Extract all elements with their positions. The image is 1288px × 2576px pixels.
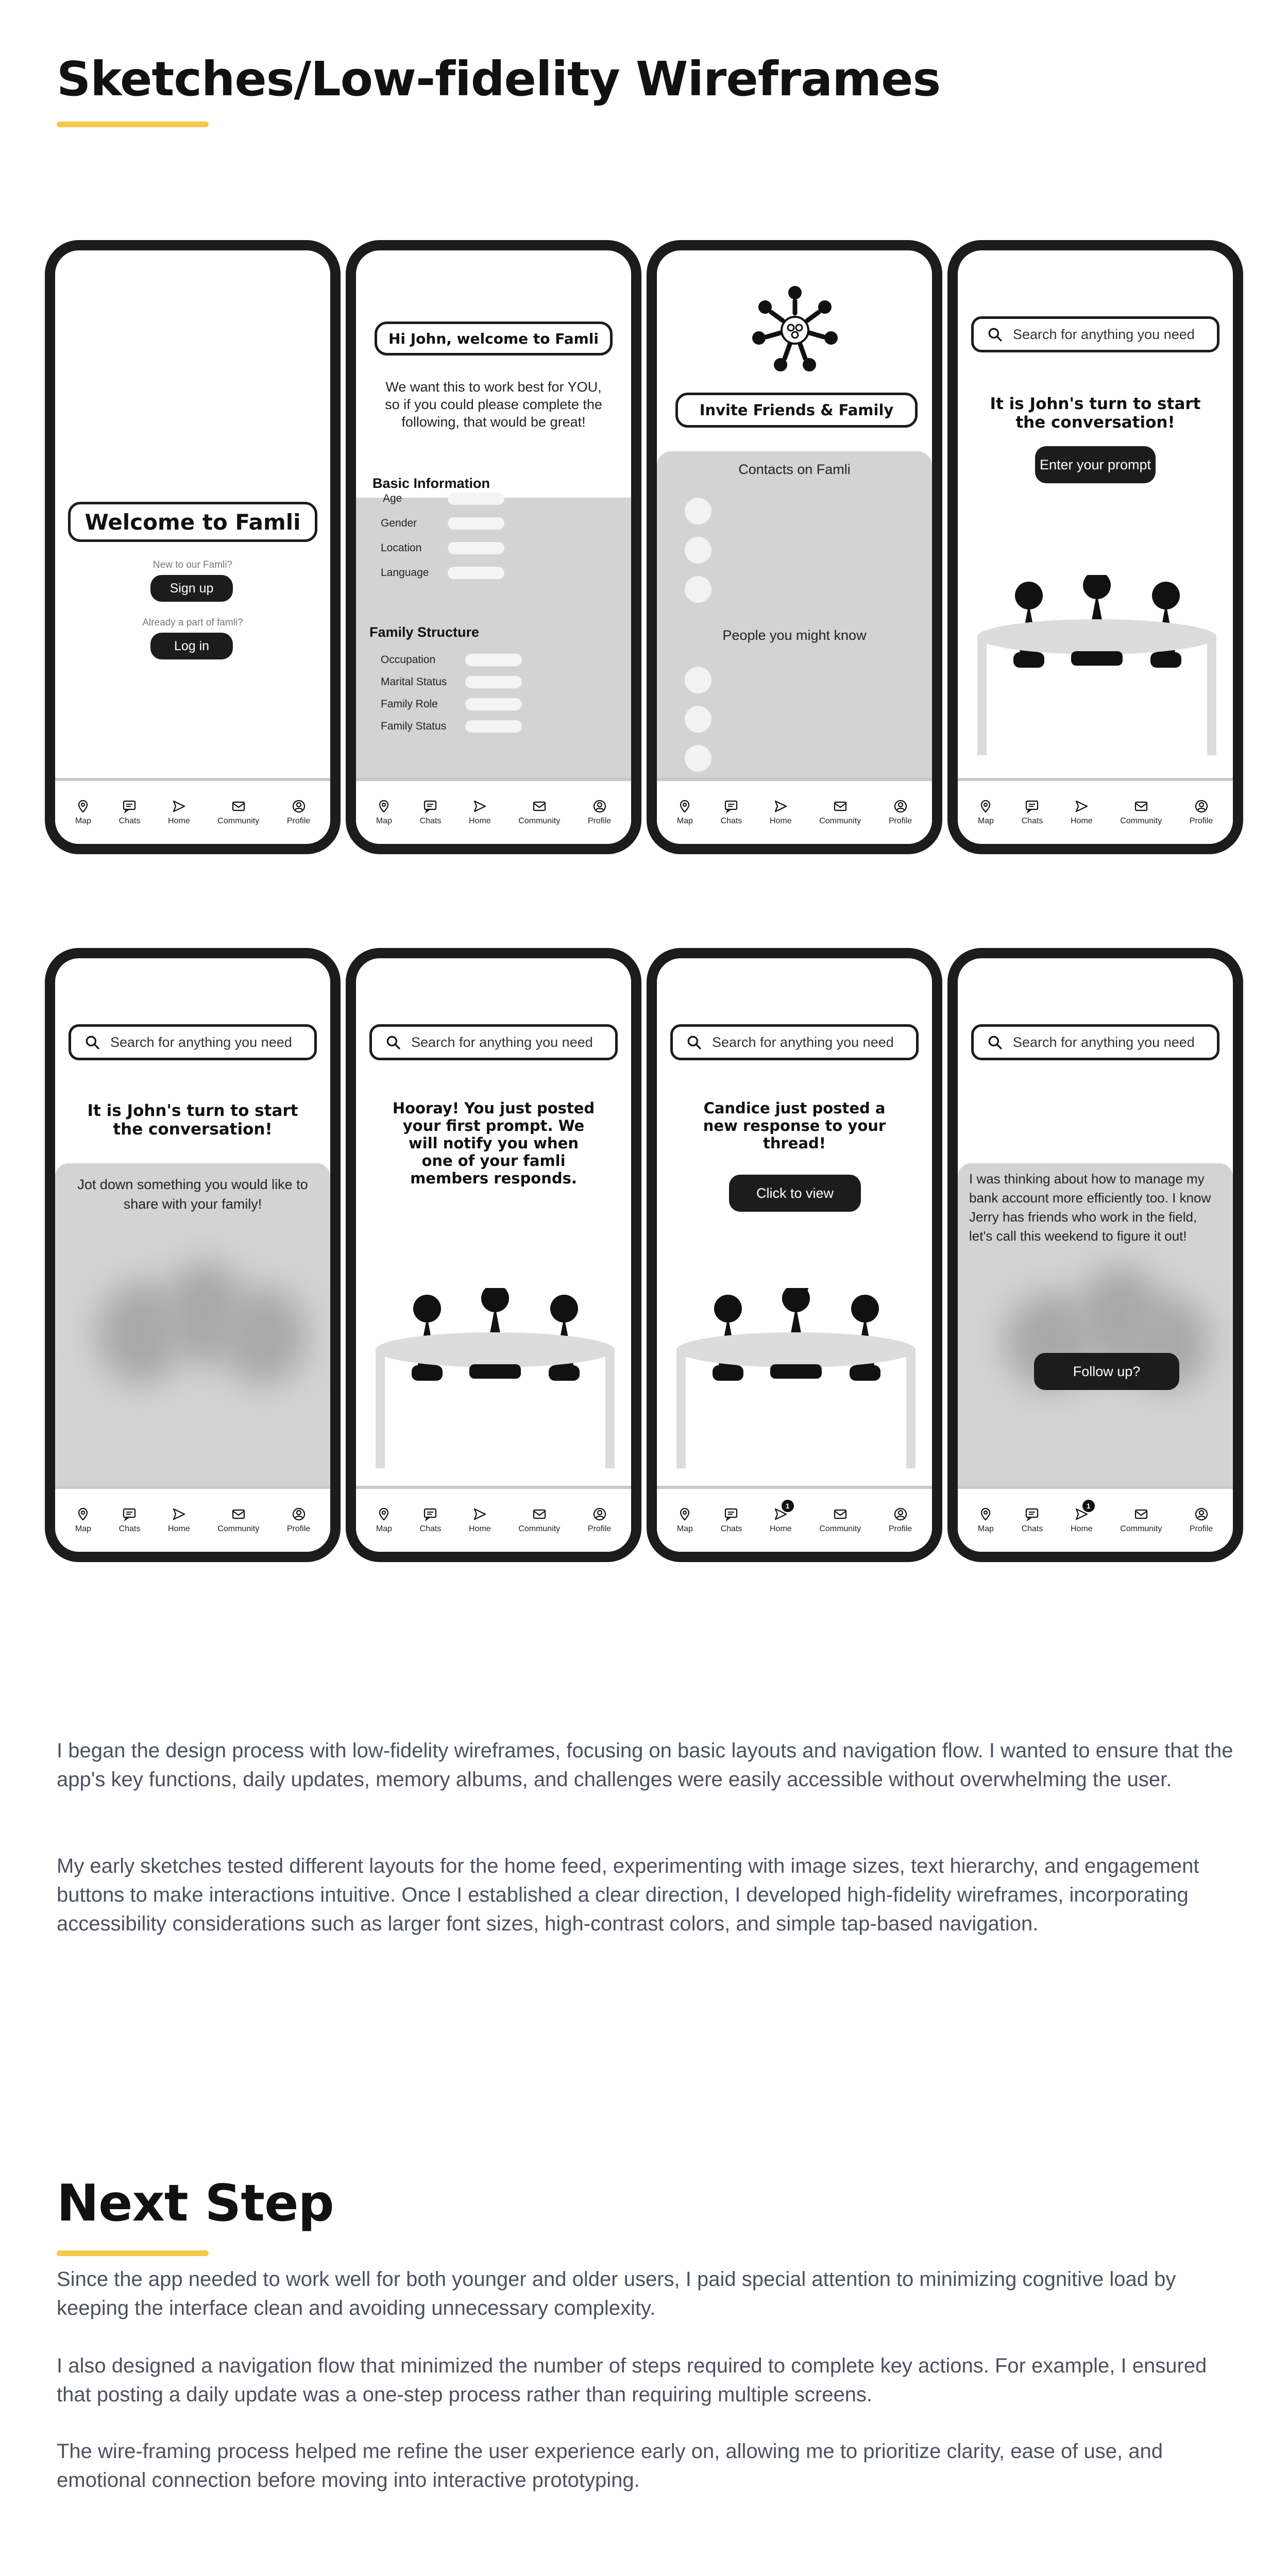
- profile-icon: [292, 1507, 306, 1521]
- nav-home[interactable]: Home: [168, 799, 190, 826]
- map-pin-icon: [978, 1507, 993, 1521]
- mail-icon: [231, 1507, 246, 1521]
- profile-icon: [1194, 799, 1209, 814]
- field-label-marital-status: Marital Status: [381, 676, 447, 688]
- new-user-text: New to our Famli?: [152, 560, 233, 570]
- suggested-avatar[interactable]: [685, 667, 711, 693]
- mail-icon: [1134, 1507, 1148, 1521]
- profile-icon: [592, 1507, 607, 1521]
- turn-text: It is John's turn to start the conversation!: [87, 1101, 298, 1139]
- search-input[interactable]: Search for anything you need: [971, 1024, 1219, 1060]
- click-to-view-button[interactable]: Click to view: [729, 1175, 861, 1212]
- bottom-nav: [55, 1486, 330, 1552]
- description-paragraph: My early sketches tested different layouts for the home feed, experimenting with image sizes, text hierarchy, and engagement buttons to make interactions intuitive. Once I established a clear direction, I developed high-fidelity wireframes, incorporating accessibility considerations such as larger font sizes, high-contrast colors, and simple tap-based navigation.: [57, 1855, 1199, 1935]
- bottom-nav: [55, 778, 330, 844]
- location-input[interactable]: [448, 542, 504, 554]
- profile-icon: [1194, 1507, 1209, 1521]
- age-input[interactable]: [448, 493, 504, 505]
- nav-community[interactable]: Community: [518, 799, 560, 826]
- nav-chats[interactable]: Chats: [420, 1507, 442, 1534]
- nav-map[interactable]: Map: [677, 799, 693, 826]
- family-table-illustration: [676, 1288, 916, 1468]
- nav-home[interactable]: Home: [469, 799, 491, 826]
- chat-icon: [423, 1507, 437, 1521]
- bottom-nav: [356, 1486, 631, 1552]
- login-button[interactable]: Log in: [150, 633, 233, 659]
- occupation-input[interactable]: [465, 654, 522, 666]
- welcome-title: Welcome to Famli: [68, 502, 317, 542]
- chat-icon: [724, 1507, 738, 1521]
- nav-map[interactable]: Map: [978, 799, 994, 826]
- marital-status-input[interactable]: [465, 676, 522, 688]
- map-pin-icon: [377, 1507, 391, 1521]
- phone-compose: [45, 948, 341, 1562]
- nav-chats[interactable]: Chats: [420, 799, 442, 826]
- search-input[interactable]: Search for anything you need: [971, 316, 1219, 352]
- mail-icon: [532, 799, 547, 814]
- nav-profile[interactable]: Profile: [287, 799, 310, 826]
- family-table-illustration: [376, 1288, 615, 1468]
- mail-icon: [231, 799, 246, 814]
- nav-map[interactable]: Map: [677, 1507, 693, 1534]
- nav-chats[interactable]: Chats: [721, 799, 742, 826]
- phone-onboarding: [346, 240, 641, 854]
- share-prompt-text: Jot down something you would like to share with your family!: [77, 1177, 308, 1212]
- mail-icon: [1134, 799, 1148, 814]
- nav-profile[interactable]: Profile: [1190, 1507, 1213, 1534]
- signup-button[interactable]: Sign up: [150, 575, 233, 602]
- next-step-paragraph: The wire-framing process helped me refine the user experience early on, allowing me to prioritize clarity, ease of use, and emotional connection before moving into interactive prototyping.: [57, 2440, 1163, 2492]
- chat-icon: [1025, 799, 1039, 814]
- bottom-nav: [657, 778, 932, 844]
- greeting-banner: Hi John, welcome to Famli: [375, 321, 613, 355]
- contact-avatar[interactable]: [685, 576, 711, 603]
- nav-home[interactable]: Home: [469, 1507, 491, 1534]
- gender-input[interactable]: [448, 517, 504, 530]
- mail-icon: [532, 1507, 547, 1521]
- search-input[interactable]: Search for anything you need: [69, 1024, 317, 1060]
- profile-icon: [893, 799, 908, 814]
- page-title: Sketches/Low-fidelity Wireframes: [57, 52, 941, 107]
- nav-home[interactable]: Home 1: [1071, 1507, 1093, 1534]
- nav-profile[interactable]: Profile: [588, 1507, 611, 1534]
- chat-icon: [423, 799, 437, 814]
- family-circle-icon: [743, 281, 846, 379]
- send-icon: [172, 799, 186, 814]
- nav-profile[interactable]: Profile: [889, 1507, 912, 1534]
- nav-map[interactable]: Map: [978, 1507, 994, 1534]
- chat-icon: [724, 799, 738, 814]
- profile-icon: [893, 1507, 908, 1521]
- send-icon: [1074, 799, 1089, 814]
- nav-profile[interactable]: Profile: [889, 799, 912, 826]
- notification-badge: 1: [782, 1500, 794, 1512]
- contact-avatar[interactable]: [685, 537, 711, 564]
- turn-text: It is John's turn to start the conversation!: [990, 395, 1201, 432]
- map-pin-icon: [76, 1507, 90, 1521]
- field-label-location: Location: [381, 542, 422, 554]
- nav-community[interactable]: Community: [1120, 1507, 1162, 1534]
- enter-prompt-button[interactable]: Enter your prompt: [1035, 446, 1156, 483]
- notification-badge: 1: [1082, 1500, 1095, 1512]
- next-step-paragraph: Since the app needed to work well for both younger and older users, I paid special attention to minimizing cognitive load by keeping the interface clean and avoiding unnecessary complexity.: [57, 2268, 1176, 2319]
- nav-profile[interactable]: Profile: [287, 1507, 310, 1534]
- field-label-family-status: Family Status: [381, 720, 447, 732]
- nav-community[interactable]: Community: [217, 799, 259, 826]
- send-icon: [773, 799, 788, 814]
- nav-profile[interactable]: Profile: [1190, 799, 1213, 826]
- nav-home[interactable]: Home: [1071, 799, 1093, 826]
- contact-avatar[interactable]: [685, 498, 711, 524]
- basic-info-heading: Basic Information: [372, 476, 490, 491]
- nav-community[interactable]: Community: [1120, 799, 1162, 826]
- suggested-avatar[interactable]: [685, 706, 711, 733]
- family-role-input[interactable]: [465, 698, 522, 710]
- field-label-language: Language: [381, 567, 429, 579]
- follow-up-button[interactable]: Follow up?: [1034, 1353, 1179, 1390]
- bottom-nav: [958, 778, 1233, 844]
- send-icon: [172, 1507, 186, 1521]
- chat-icon: [1025, 1507, 1039, 1521]
- phone-turn-prompt: [947, 240, 1243, 854]
- map-pin-icon: [377, 799, 391, 814]
- next-step-title: Next Step: [57, 2174, 334, 2233]
- phone-invite: [647, 240, 942, 854]
- nav-home[interactable]: Home: [168, 1507, 190, 1534]
- phone-posted: [346, 948, 641, 1562]
- search-input[interactable]: Search for anything you need: [670, 1024, 919, 1060]
- nav-chats[interactable]: Chats: [1022, 1507, 1043, 1534]
- contacts-heading: Contacts on Famli: [738, 462, 851, 477]
- field-label-family-role: Family Role: [381, 698, 438, 710]
- nav-home[interactable]: Home 1: [770, 1507, 792, 1534]
- invite-button[interactable]: Invite Friends & Family: [675, 393, 918, 428]
- send-icon: [472, 1507, 487, 1521]
- profile-icon: [292, 799, 306, 814]
- nav-community[interactable]: Community: [217, 1507, 259, 1534]
- bottom-nav: [356, 778, 631, 844]
- nav-map[interactable]: Map: [376, 1507, 392, 1534]
- people-heading: People you might know: [722, 628, 867, 643]
- search-icon: [385, 1035, 401, 1050]
- field-label-gender: Gender: [381, 517, 417, 529]
- nav-chats[interactable]: Chats: [119, 1507, 141, 1534]
- title-underline: [57, 122, 209, 127]
- search-input[interactable]: Search for anything you need: [369, 1024, 618, 1060]
- map-pin-icon: [677, 799, 692, 814]
- send-icon: [472, 799, 487, 814]
- description-paragraph: I began the design process with low-fidelity wireframes, focusing on basic layouts and navigation flow. I wanted to ensure that the app's key functions, daily updates, memory albums, and challenges were easily accessible without overwhelming the user.: [57, 1739, 1233, 1791]
- profile-icon: [592, 799, 607, 814]
- search-icon: [84, 1035, 100, 1050]
- response-text: I was thinking about how to manage my bank account more efficiently too. I know Jerry has friends who work in the field, let's call this weekend to figure it out!: [969, 1171, 1211, 1244]
- nav-map[interactable]: Map: [75, 799, 91, 826]
- nav-community[interactable]: Community: [819, 799, 861, 826]
- phone-follow-up: [947, 948, 1243, 1562]
- nav-map[interactable]: Map: [376, 799, 392, 826]
- nav-map[interactable]: Map: [75, 1507, 91, 1534]
- response-message: Candice just posted a new response to your thread!: [703, 1099, 886, 1152]
- search-icon: [987, 327, 1003, 342]
- nav-profile[interactable]: Profile: [588, 799, 611, 826]
- family-structure-heading: Family Structure: [369, 624, 480, 640]
- mail-icon: [833, 799, 848, 814]
- intro-text: We want this to work best for YOU, so if you could please complete the following, that would be great!: [385, 379, 602, 430]
- bottom-nav: [958, 1486, 1233, 1552]
- posted-message: Hooray! You just posted your first prompt. We will notify you when one of your famli members responds.: [392, 1099, 595, 1187]
- family-table-illustration: [977, 575, 1216, 755]
- map-pin-icon: [978, 799, 993, 814]
- field-label-age: Age: [383, 493, 402, 504]
- search-icon: [987, 1035, 1003, 1050]
- map-pin-icon: [76, 799, 90, 814]
- language-input[interactable]: [448, 567, 504, 579]
- next-step-paragraph: I also designed a navigation flow that minimized the number of steps required to complete key actions. For example, I ensured that posting a daily update was a one-step process rather than requiring multiple screens.: [57, 2354, 1207, 2406]
- existing-user-text: Already a part of famli?: [142, 617, 243, 628]
- field-label-occupation: Occupation: [381, 654, 436, 666]
- nav-community[interactable]: Community: [518, 1507, 560, 1534]
- phone-welcome: [45, 240, 341, 854]
- phone-notification: [647, 948, 942, 1562]
- search-icon: [686, 1035, 702, 1050]
- chat-icon: [122, 799, 137, 814]
- nav-chats[interactable]: Chats: [1022, 799, 1043, 826]
- nav-home[interactable]: Home: [770, 799, 792, 826]
- nav-chats[interactable]: Chats: [119, 799, 141, 826]
- next-step-underline: [57, 2250, 209, 2256]
- chat-icon: [122, 1507, 137, 1521]
- mail-icon: [833, 1507, 848, 1521]
- family-status-input[interactable]: [465, 720, 522, 733]
- nav-chats[interactable]: Chats: [721, 1507, 742, 1534]
- bottom-nav: [657, 1486, 932, 1552]
- nav-community[interactable]: Community: [819, 1507, 861, 1534]
- suggested-avatar[interactable]: [685, 745, 711, 772]
- map-pin-icon: [677, 1507, 692, 1521]
